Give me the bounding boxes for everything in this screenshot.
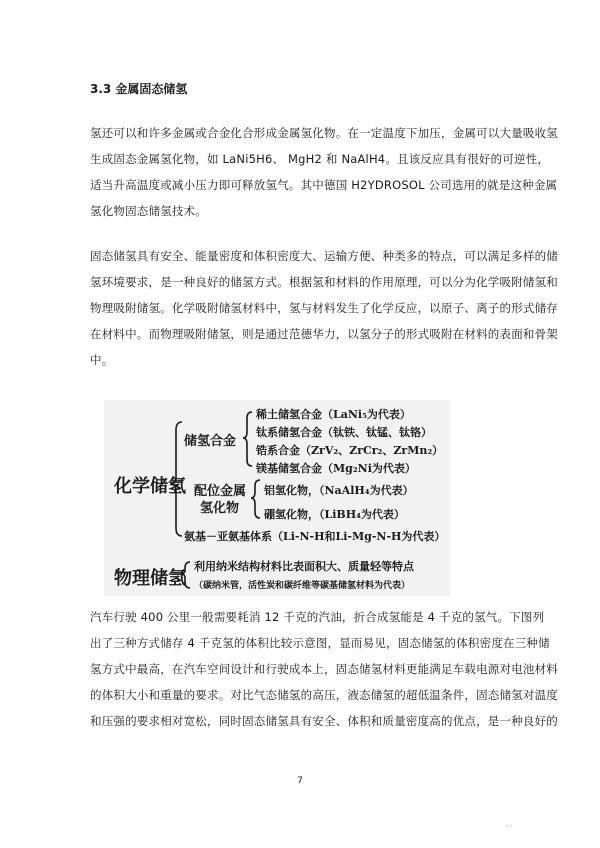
paragraph-vehicle-storage <box>90 604 558 734</box>
titanium-alloy: 钛系储氢合金（钛铁、钛锰、钛铬） <box>256 426 432 439</box>
text-line: 的体积大小和重量的要求。对比气态储氢的高压，液态储氢的超低温条件，固态储氢对温度 <box>90 688 558 702</box>
text-line: 汽车行驶 400 公里一般需要耗消 12 千克的汽油，折合成氢能是 4 千克的氢气。下图列 <box>90 610 545 624</box>
text-line: 适当升高温度或减小压力即可释放氢气。其中德国 H2YDROSOL 公司选用的就是这种金属 <box>90 178 558 192</box>
physical-storage-desc2: （碳纳米管，活性炭和碳纤维等碳基储氢材料为代表） <box>194 581 411 591</box>
magnesium-alloy: 镁基储氢合金（Mg₂Ni为代表） <box>256 462 416 475</box>
text-line: 出了三种方式储存 4 千克氢的体积比较示意图，显而易见，固态储氢的体积密度在三种储 <box>90 636 550 650</box>
text-line: 中。 <box>90 353 114 367</box>
section-heading: 3.3 金属固态储氢 <box>90 82 188 96</box>
paragraph-solid-storage <box>90 243 558 373</box>
text-line: 物理吸附储氢。化学吸附储氢材料中，氢与材料发生了化学反应，以原子、离子的形式储存 <box>90 301 558 315</box>
classification-figure <box>104 400 450 596</box>
text-line: 氢方式中最高，在汽车空间设计和行驶成本上，固态储氢材料更能满足车载电源对电池材料 <box>90 662 558 676</box>
chemical-storage-label: 化学储氢 <box>114 476 186 497</box>
text-line: 氢化物固态储氢技术。 <box>90 204 207 218</box>
complex-hydride-label-line1: 配位金属 <box>194 484 247 499</box>
text-line: 氢环境要求，是一种良好的储氢方式。根据氢和材料的作用原理，可以分为化学吸附储氢和 <box>90 275 558 289</box>
text-line: 氢还可以和许多金属或合金化合形成金属氢化物。在一定温度下加压，金属可以大量吸收氢 <box>90 126 558 140</box>
aluminium-hydride: 铝氢化物，（NaAlH₄为代表） <box>264 484 414 497</box>
physical-storage-label: 物理储氢 <box>114 568 186 589</box>
page-number: 7 <box>297 776 303 786</box>
hydrogen-alloy-label: 储氢合金 <box>184 434 237 449</box>
physical-storage-desc1: 利用纳米结构材料比表面积大、质量轻等特点 <box>194 560 414 573</box>
boron-hydride: 硼氢化物，（LiBH₄为代表） <box>264 508 405 521</box>
amide-system: 氨基－亚氨基体系（Li-N-H和Li-Mg-N-H为代表） <box>184 530 446 543</box>
paragraph-metal-hydride <box>90 120 558 224</box>
text-line: 和压强的要求相对宽松，同时固态储氢具有安全、体积和质量密度高的优点，是一种良好的 <box>90 714 558 728</box>
zirconium-alloy: 锆系合金（ZrV₂、ZrCr₂、ZrMn₂） <box>256 444 444 457</box>
text-line: 生成固态金属氢化物，如 LaNi5H6、 MgH2 和 NaAlH4。且该反应具有很好的可逆性， <box>90 152 550 166</box>
text-line: 在材料中。而物理吸附储氢，则是通过范德华力，以氢分子的形式吸附在材料的表面和骨架 <box>90 327 558 341</box>
footer-mark: ··· <box>505 822 513 831</box>
text-line: 固态储氢具有安全、能量密度和体积密度大、运输方便、种类多的特点，可以满足多样的储 <box>90 249 558 263</box>
complex-hydride-label-line2: 氢化物 <box>200 501 240 516</box>
rare-earth-alloy: 稀土储氢合金（LaNi₅为代表） <box>256 408 411 421</box>
